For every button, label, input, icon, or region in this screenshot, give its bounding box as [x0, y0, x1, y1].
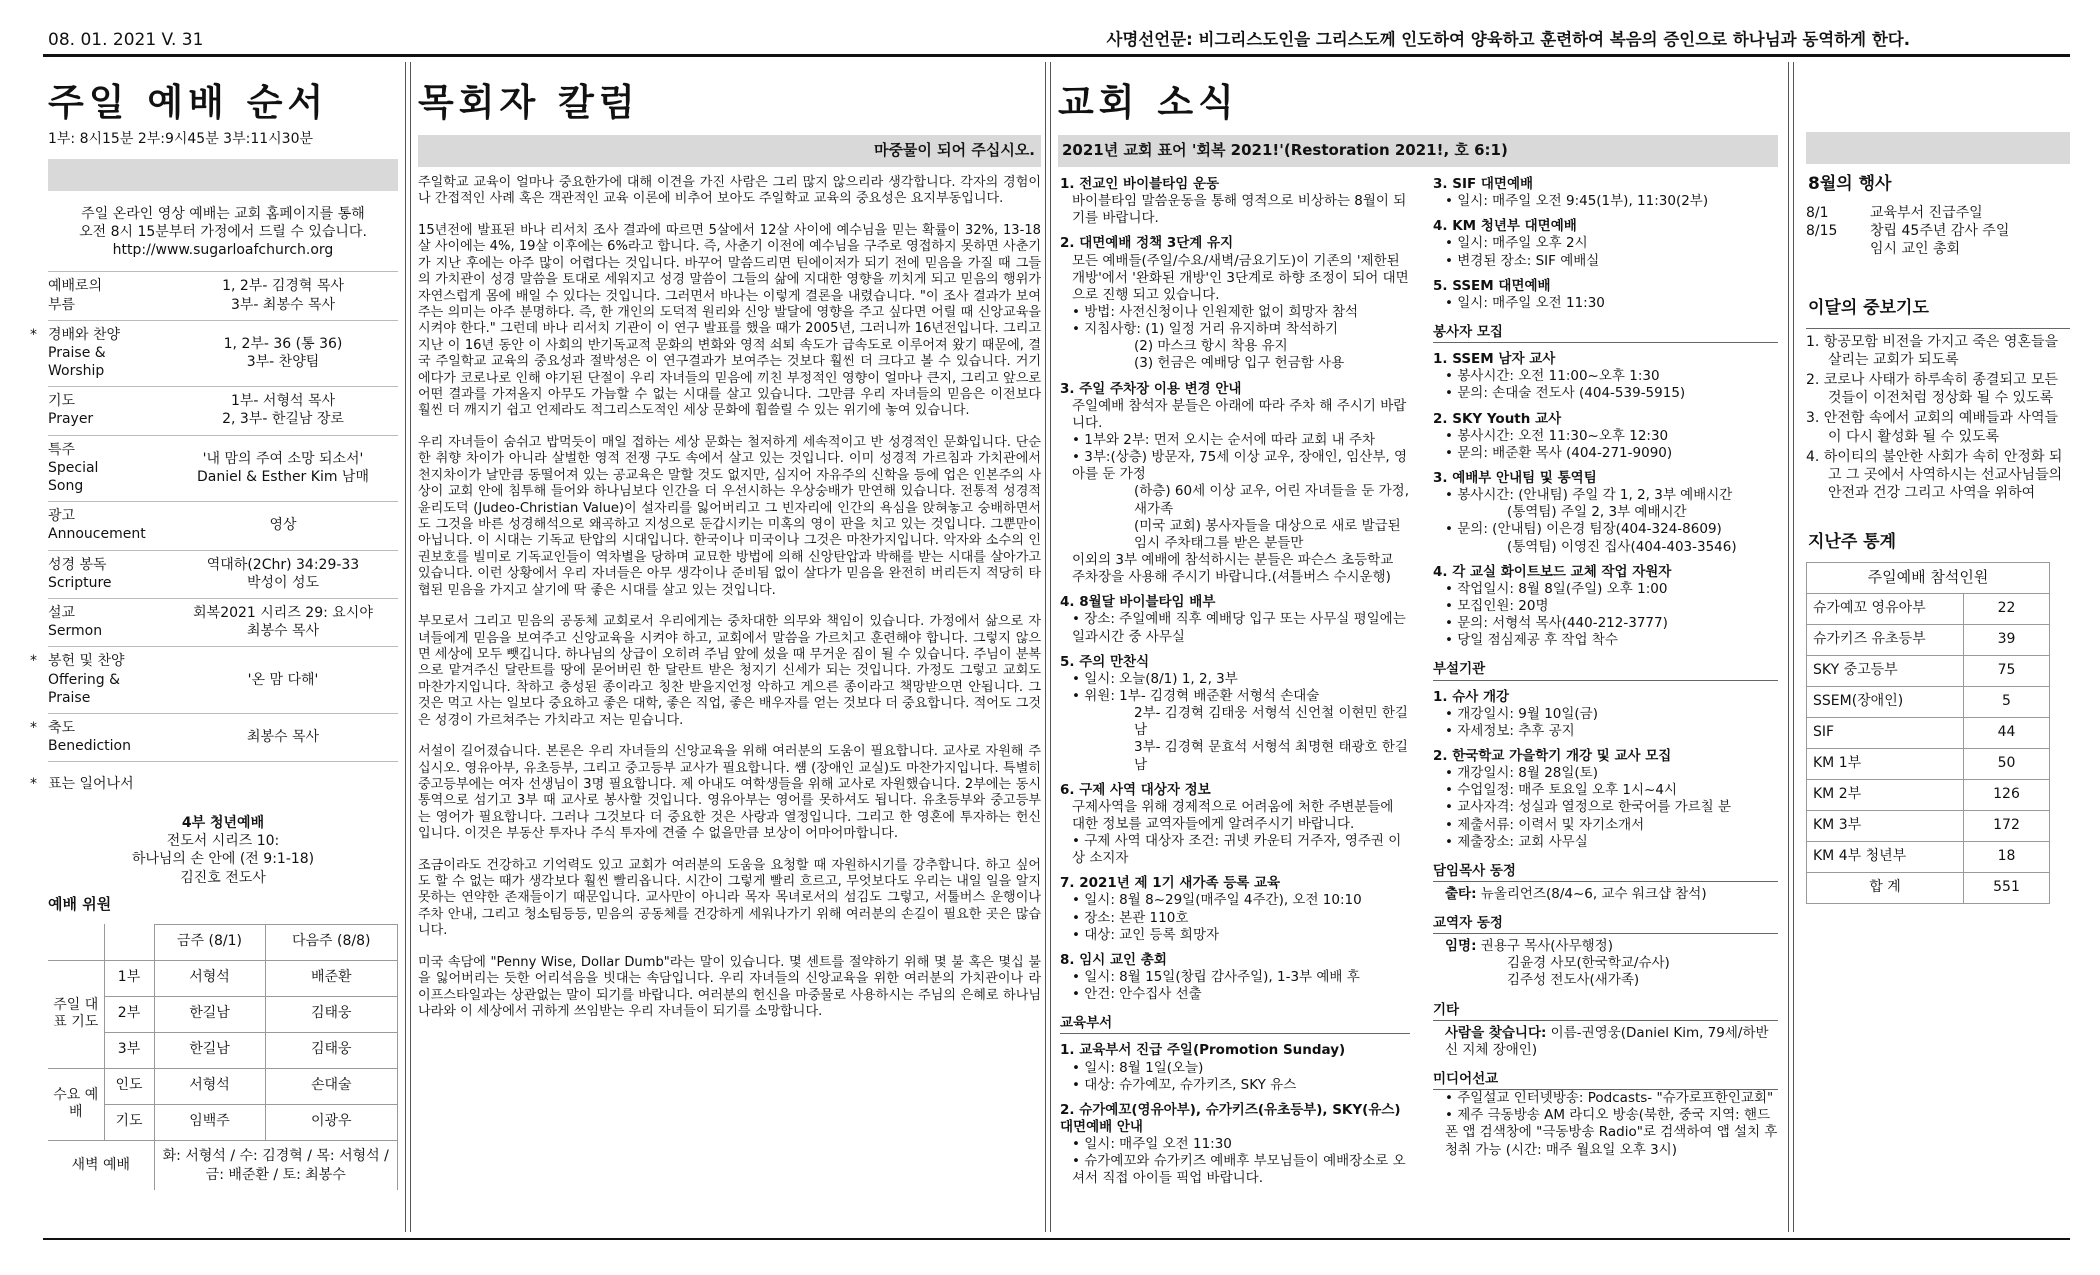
- stats-row: [1807, 686, 2050, 717]
- website-link[interactable]: http://www.sugarloafchurch.org: [112, 242, 334, 259]
- news-continued: (미국 교회) 봉사자들을 대상으로 새로 발급된 임시 주차태그를 받은 분들만: [1134, 517, 1401, 551]
- news-keyed: [1433, 1025, 1778, 1059]
- prayer-item: 1. 항공모함 비전을 가지고 죽은 영혼들을 살리는 교회가 되도록: [1806, 333, 2058, 368]
- sidebar-column: [1806, 84, 2070, 904]
- news-heading: 7. 2021년 제 1기 새가족 등록 교육: [1060, 875, 1281, 892]
- news-heading: 4. 8월달 바이블타임 배부: [1060, 594, 1216, 611]
- news-text: 주일예배 참석자 분들은 아래에 따라 주차 해 주시기 바랍니다.: [1072, 397, 1407, 431]
- order-value: 1, 2부- 36 (통 36) 3부- 찬양팀: [223, 335, 343, 370]
- top-rule: [43, 54, 2070, 57]
- news-heading: 3. 주일 주차장 이용 변경 안내: [1060, 380, 1242, 397]
- required-stand-mark: *: [30, 653, 37, 670]
- news-continued: 김윤경 사모(한국학교/슈사): [1507, 955, 1670, 972]
- stats-label: 슈가키즈 유초등부: [1807, 624, 1964, 655]
- news-heading: 1. 슈사 개강: [1433, 688, 1510, 705]
- stats-row: [1807, 810, 2050, 841]
- news-bullet: • 변경된 장소: SIF 예배실: [1433, 253, 1778, 270]
- stats-value: 44: [1964, 717, 2050, 748]
- news-bullet: • 봉사시간: (안내팀) 주일 각 1, 2, 3부 예배시간: [1433, 487, 1778, 504]
- news-bullet: • 지침사항: (1) 일정 거리 유지하며 착석하기: [1060, 321, 1410, 338]
- event-name: 임시 교인 총회: [1870, 240, 1961, 257]
- news-bullet: • 제출서류: 이력서 및 자기소개서: [1433, 817, 1778, 834]
- order-value: 1, 2부- 김경혁 목사 3부- 최봉수 목사: [222, 278, 344, 313]
- order-item: [48, 387, 398, 435]
- event-item: [1806, 240, 2070, 258]
- church-news-column: [1058, 81, 1778, 1187]
- news-continued: (통역팀) 주일 2, 3부 예배시간: [1507, 504, 1687, 521]
- stats-value: 172: [1964, 810, 2050, 841]
- worship-order-column: [30, 81, 398, 1190]
- news-value: 권용구 목사(사무행정): [1476, 938, 1613, 955]
- stats-label: KM 1부: [1807, 748, 1964, 779]
- stats-label: KM 4부 청년부: [1807, 841, 1964, 872]
- news-bullet: • 일시: 8월 15일(창립 감사주일), 1-3부 예배 후: [1060, 969, 1410, 986]
- stats-row: [1807, 593, 2050, 624]
- prayer-list: [1806, 328, 2070, 503]
- news-bullet: • 당일 점심제공 후 작업 착수: [1433, 632, 1778, 649]
- prayer-item: 4. 하이티의 불안한 사회가 속히 안정화 되고 그 곳에서 사역하시는 선교사님들의 안전과 건강 그리고 사역을 위하여: [1806, 448, 2063, 502]
- prayer-title: 이달의 중보기도: [1808, 298, 1929, 319]
- news-bullet: • 작업일시: 8월 8일(주일) 오후 1:00: [1433, 581, 1778, 598]
- column-body: [418, 175, 1041, 1020]
- events-list: [1806, 204, 2070, 259]
- stats-title: 지난주 통계: [1808, 532, 1897, 553]
- stats-label: KM 2부: [1807, 779, 1964, 810]
- youth-service: 4부 청년예배 전도서 시리즈 10: 하나님의 손 안에 (전 9:1-18) 김진호 전도사: [131, 815, 315, 886]
- stats-value: 126: [1964, 779, 2050, 810]
- order-label: 경배와 찬양 Praise & Worship: [48, 326, 121, 380]
- column-subtitle: 마중물이 되어 주십시오.: [418, 135, 1041, 167]
- event-name: 창립 45주년 감사 주일: [1870, 222, 2010, 239]
- news-heading: 2. 대면예배 정책 3단계 유지: [1060, 235, 1234, 252]
- order-item: [48, 272, 398, 320]
- order-value: 최봉수 목사: [246, 728, 320, 745]
- column-divider: [405, 62, 411, 1232]
- order-list: [30, 271, 398, 762]
- news-heading: 3. SIF 대면예배: [1433, 176, 1534, 192]
- stats-value: 5: [1964, 686, 2050, 717]
- stats-row: [1807, 779, 2050, 810]
- news-bullet: • 문의: 배준환 목사 (404-271-9090): [1433, 445, 1778, 462]
- order-item: [48, 551, 398, 599]
- event-item: [1806, 204, 2070, 222]
- news-heading: 2. SKY Youth 교사: [1433, 410, 1562, 427]
- news-continued: 3부- 김경혁 문효석 서형석 최명현 태광호 한길남: [1134, 739, 1408, 773]
- news-continued: 김주성 전도사(새가족): [1507, 972, 1640, 989]
- news-heading: 5. SSEM 대면예배: [1433, 277, 1551, 294]
- online-notice: 주일 온라인 영상 예배는 교회 홈페이지를 통해 오전 8시 15분부터 가정에서 드릴 수 있습니다. http://www.sugarloafchurch.org: [48, 205, 398, 260]
- stats-row: [1807, 841, 2050, 872]
- order-label: 설교 Sermon: [48, 604, 103, 640]
- news-bullet: • 위원: 1부- 김경혁 배준환 서형석 손대술: [1060, 688, 1410, 705]
- order-value: 역대하(2Chr) 34:29-33 박성이 성도: [206, 556, 360, 591]
- news-bullet: • 3부:(상층) 방문자, 75세 이상 교우, 장애인, 임산부, 영아를 둔 가정: [1060, 449, 1410, 483]
- order-label: 축도 Benediction: [48, 719, 131, 755]
- section-header: 기타: [1433, 1002, 1778, 1021]
- news-bullet: • 슈가예꼬와 슈가키즈 예배후 부모님들이 예배장소로 오셔서 직접 아이들 픽업 바랍니다.: [1060, 1153, 1410, 1187]
- news-bullet: • 일시: 매주일 오전 11:30: [1433, 295, 1778, 312]
- news-value: 이름-권영웅(Daniel Kim, 79세/하반신 지체 장애인): [1445, 1024, 1769, 1058]
- stats-label: 슈가예꼬 영유아부: [1807, 593, 1964, 624]
- news-key: 사람을 찾습니다:: [1445, 1024, 1547, 1041]
- news-bullet: • 문의: (안내팀) 이은경 팀장(404-324-8609): [1433, 521, 1778, 538]
- news-key: 출타:: [1445, 885, 1477, 902]
- news-heading: 4. 각 교실 화이트보드 교체 작업 자원자: [1433, 563, 1672, 580]
- event-name: 교육부서 진급주일: [1870, 204, 1983, 221]
- section-header: 봉사자 모집: [1433, 324, 1778, 343]
- news-heading: 1. 교육부서 진급 주일(Promotion Sunday): [1060, 1042, 1346, 1059]
- news-bullet: • 자세정보: 추후 공지: [1433, 723, 1778, 740]
- news-heading: 2. 슈가예꼬(영유아부), 슈가키즈(유초등부), SKY(유스) 대면예배 안내: [1060, 1101, 1401, 1136]
- news-bullet: • 대상: 교인 등록 희망자: [1060, 927, 1410, 944]
- news-bullet: • 안건: 안수집사 선출: [1060, 986, 1410, 1003]
- section-header: 교육부서: [1060, 1015, 1410, 1034]
- news-text: 모든 예배들(주일/수요/새벽/금요기도)이 기존의 '제한된 개방'에서 '완화된 개방'인 3단계로 하향 조정이 되어 대면으로 진행 되고 있습니다.: [1072, 252, 1409, 303]
- required-stand-mark: *: [30, 719, 37, 736]
- news-bullet: • 일시: 매주일 오전 9:45(1부), 11:30(2부): [1433, 193, 1778, 210]
- news-bullet: • 봉사시간: 오전 11:30~오후 12:30: [1433, 428, 1778, 445]
- news-bullet: • 장소: 주일예배 직후 예배당 입구 또는 사무실 평일에는 일과시간 중 사무실: [1060, 611, 1410, 645]
- pastor-column: [418, 81, 1041, 1035]
- order-item: [30, 321, 398, 388]
- prayer-item: 2. 코로나 사태가 하루속히 종결되고 모든 것들이 이전처럼 정상화 될 수 있도록: [1806, 372, 2058, 407]
- news-keyed: [1433, 886, 1778, 903]
- order-label: 예배로의 부름: [48, 278, 103, 313]
- news-bullet: • 봉사시간: 오전 11:00~오후 1:30: [1433, 368, 1778, 385]
- section-header: 담임목사 동정: [1433, 863, 1778, 882]
- news-bullet: • 개강일시: 8월 28일(토): [1433, 765, 1778, 782]
- news-heading: 2. 한국학교 가을학기 개강 및 교사 모집: [1433, 747, 1672, 764]
- stats-value: 18: [1964, 841, 2050, 872]
- order-item: [48, 599, 398, 647]
- stats-row: [1807, 624, 2050, 655]
- order-label: 성경 봉독 Scripture: [48, 556, 112, 591]
- news-value: 뉴올리언즈(8/4~6, 교수 워크샵 참석): [1476, 885, 1707, 902]
- news-heading: 1. 전교인 바이블타임 운동: [1060, 176, 1220, 192]
- order-item: [30, 647, 398, 714]
- mission-statement: 사명선언문: 비그리스도인을 그리스도께 인도하여 양육하고 훈련하여 복음의 증인으로 하나님과 동역하게 한다.: [1106, 30, 1910, 49]
- stats-row: [1807, 748, 2050, 779]
- order-label: 특주 Special Song: [48, 441, 99, 495]
- news-heading: 5. 주의 만찬식: [1060, 653, 1150, 670]
- stats-label: SKY 중고등부: [1807, 655, 1964, 686]
- news-heading: 3. 예배부 안내팀 및 통역팀: [1433, 469, 1597, 486]
- news-text: 이외의 3부 예배에 참석하시는 분들은 파슨스 초등학교 주차장을 사용해 주시기 바랍니다.(셔틀버스 수시운행): [1072, 551, 1394, 586]
- event-date: [1806, 240, 1870, 258]
- news-keyed: [1433, 938, 1778, 955]
- order-value: 회복2021 시리즈 29: 요시야 최봉수 목사: [193, 604, 373, 640]
- issue-date: 08. 01. 2021 V. 31: [48, 30, 204, 50]
- news-right-column: [1433, 176, 1778, 1159]
- stats-row: [1807, 872, 2050, 903]
- news-bullet: • 구제 사역 대상자 조건: 귀넷 카운티 거주자, 영주권 이상 소지자: [1060, 833, 1410, 867]
- stats-value: 50: [1964, 748, 2050, 779]
- column-divider: [1045, 62, 1051, 1232]
- news-text: 바이블타임 말씀운동을 통해 영적으로 비상하는 8월이 되기를 바랍니다.: [1072, 193, 1407, 227]
- news-bullet: • 방법: 사전신청이나 인원제한 없이 희망자 참석: [1060, 304, 1410, 321]
- news-subtitle: 2021년 교회 표어 '회복 2021!'(Restoration 2021!, 호 6:1): [1058, 135, 1778, 167]
- news-bullet: • 교사자격: 성실과 열정으로 한국어를 가르칠 분: [1433, 799, 1778, 816]
- news-continued: (2) 마스크 항시 착용 유지: [1134, 338, 1288, 355]
- order-value: 1부- 서형석 목사 2, 3부- 한길남 장로: [222, 393, 344, 428]
- news-continued: (하층) 60세 이상 교우, 어린 자녀들을 둔 가정, 새가족: [1134, 483, 1409, 517]
- news-heading: 8. 임시 교인 총회: [1060, 951, 1167, 968]
- column-paragraph: 주일학교 교육이 얼마나 중요한가에 대해 이견을 가진 사람은 그리 많지 않으리라 생각합니다. 각자의 경험이나 간접적인 사례 혹은 객관적인 교육 이론에 비추어 보아도 주일학교 교육의 중요성은 요지부동입니다.: [418, 175, 1041, 207]
- order-item: [48, 502, 398, 550]
- news-title: 교회 소식: [1058, 81, 1239, 124]
- column-paragraph: 15년전에 발표된 바나 리서치 조사 결과에 따르면 5살에서 12살 사이에 예수님을 믿는 확률이 32%, 13-18살 사이에는 4%, 19살 이후에는 6%라고 합니다. 즉, 사춘기 이전에 예수님을 구주로 영접하지 못하면 사춘기가 지난 후에는 아주 많이 어렵다는 것입니다. 바꾸어 말씀드리면 틴에이저가 되기 전에 믿음을 가질 때 그들의 가치관이 성경 말씀을 토대로 세워지고 성경 말씀이 그들의 삶에 지대한 영향을 끼치게 되고 믿음의 행위가 자연스럽게 몸에 배일 수 있다는 것입니다. 그러면서 바나는 이렇게 결론을 내렸습니다. "이 조사 결과가 보여주는 의미는 아주 분명하다. 즉, 한 개인의 도덕적 원리와 신앙 발달에 영향을 주고 싶다면 어릴 때 신앙교육을 시켜야 한다." 그런데 바나 리서치 기관이 이 연구 발표를 했을 때가 2005년, 그러니까 16년전입니다. 그리고 지난 이 16년 동안 이 사회의 반기독교적 문화의 변화와 영적 쇠퇴 속도가 급속도로 이루어져 왔기 때문에, 결국 주일학교 교육의 중요성과 절박성은 이 연구결과가 보여주는 것보다 훨씬 더 크다고 볼 수 있습니다. 거기에다가 코로나로 인해 야기된 단절이 우리 자녀들의 믿음에 끼친 부정적인 영향이 얼마나 큰지, 그리고 앞으로 어떤 결과를 가져올지 아무도 가늠할 수 없는 시대를 살고 있습니다. 그만큼 우리 자녀들의 믿음은 이전보다 훨씬 더 깨지기 쉽고 언제라도 적그리스도적인 세상 문화에 휩쓸릴 수 있는 위기에 놓여 있습니다.: [418, 222, 1041, 419]
- stats-value: 39: [1964, 624, 2050, 655]
- stats-table: 주일예배 참석인원 슈가예꼬 영유아부 22 슈가키즈 유초등부 39 SKY 중고등부 75 SSEM(장애인) 5 SIF 44 KM 1부 50 KM 2부 126 KM 3부 172 KM 4부 청년부 18 합 계 551: [1806, 562, 2050, 904]
- column-paragraph: 우리 자녀들이 숨쉬고 밥먹듯이 매일 접하는 세상 문화는 철저하게 세속적이고 반 성경적인 문화입니다. 단순한 취향 차이가 아니라 살벌한 영적 전쟁 구도 속에서 살고 있는 것입니다. 이미 성경적 가르침과 가치관에서 천지차이가 날만큼 동떨어져 있는 공교육은 말할 것도 없지만, 심지어 자유주의 신학을 등에 업은 인본주의 사상이 교회 안에 침투해 들어와 하나님보다 인간을 더 우선시하는 우상숭배가 만연해 있습니다. 전통적 성경적 윤리도덕 (Judeo-Christian Value)이 설자리를 잃어버리고 그 빈자리에 인간의 욕심을 앉혀놓고 숭배하면서도 그것을 바른 성경해석으로 왜곡하고 지성으로 둔갑시키는 미혹의 영이 판을 치고 있는 것입니다. 그뿐만이 아닙니다. 이 시대는 기독교 탄압의 시대입니다. 한국이나 미국이나 그것은 마찬가지입니다. 악자와 소수의 인권보호를 빌미로 기독교인들이 역차별을 당하며 교묘한 방법에 의해 신앙탄압과 박해를 받는 시대를 살아가고 있습니다. 이런 상황에서 우리 자녀들은 아무 생각이나 준비됨 없이 살다가 믿음을 완전히 버리든지 적당히 타협된 믿음을 가지고 살기에 딱 좋은 시대를 살고 있는 것입니다.: [418, 434, 1041, 598]
- column-divider: [1788, 62, 1794, 1232]
- news-heading: 1. SSEM 남자 교사: [1433, 351, 1556, 368]
- section-header: 부설기관: [1433, 661, 1778, 680]
- order-label: 봉헌 및 찬양 Offering & Praise: [48, 653, 125, 706]
- order-label: 기도 Prayer: [48, 393, 94, 428]
- news-bullet: • 문의: 손대술 전도사 (404-539-5915): [1433, 385, 1778, 402]
- stats-value: 551: [1964, 872, 2050, 903]
- news-bullet: • 제출장소: 교회 사무실: [1433, 834, 1778, 851]
- news-text: 구제사역을 위해 경제적으로 어려움에 처한 주변분들에 대한 정보를 교역자들에게 알려주시기 바랍니다.: [1072, 798, 1394, 832]
- news-bullet: • 대상: 슈가예꼬, 슈가키즈, SKY 유스: [1060, 1077, 1410, 1094]
- events-title: 8월의 행사: [1808, 174, 1892, 194]
- stand-note: * 표는 일어나서: [30, 776, 134, 793]
- news-bullet: • 수업일정: 매주 토요일 오후 1시~4시: [1433, 782, 1778, 799]
- duty-title: 예배 위원: [48, 894, 112, 913]
- stats-label: SIF: [1807, 717, 1964, 748]
- event-item: [1806, 222, 2070, 240]
- stats-value: 22: [1964, 593, 2050, 624]
- news-bullet: • 일시: 오늘(8/1) 1, 2, 3부: [1060, 671, 1410, 688]
- title-bar: [48, 159, 398, 191]
- stats-label: KM 3부: [1807, 810, 1964, 841]
- column-paragraph: 조금이라도 건강하고 기억력도 있고 교회가 여러분의 도움을 요청할 때 자원하시기를 강추합니다. 하고 싶어도 할 수 없는 때가 생각보다 훨씬 빨리옵니다. 시간이 그렇게 빨리 흐르고, 무엇보다도 우리는 내일 일을 알지 못하는 연약한 존재들이기 때문입니다. 교사만이 아니라 목자 목녀로서의 섬김도 그렇고, 서툴버스 운행이나 주차 안내, 그리고 청소팀등등, 믿음의 공동체를 건강하게 세워나가기 위해 여러분의 손길이 필요한 곳은 많습니다.: [418, 857, 1041, 939]
- column-paragraph: 미국 속담에 "Penny Wise, Dollar Dumb"라는 말이 있습니다. 몇 센트를 절약하기 위해 몇 불 혹은 몇십 불을 잃어버리는 듯한 어리석음을 빗대는 속담입니다. 우리 자녀들의 신앙교육을 위한 여러분의 가치관이나 라이프스타일과는 상관없는 말이 되기를 바랍니다. 여러분의 헌신을 마중물로 사용하시는 주님의 은혜로 하나님 나라와 이 세상에서 귀하게 쓰임받는 우리 자녀들이 되기를 소망합니다.: [418, 954, 1041, 1019]
- event-date: 8/15: [1806, 222, 1838, 239]
- news-bullet: • 일시: 8월 1일(오늘): [1060, 1060, 1410, 1077]
- column-paragraph: 서설이 길어졌습니다. 본론은 우리 자녀들의 신앙교육을 위해 여러분의 도움이 필요합니다. 교사로 자원해 주십시오. 영유아부, 유초등부, 그리고 중고등부 교사가 필요합니다. 썜 (장애인 교실)도 마찬가지입니다. 특별히 중고등부에는 여자 선생님이 3명 필요합니다. 제 아내도 여학생들을 위해 교사로 자원했습니다. 2부에는 동시통역으로 섬기고 3부 때 교사로 봉사할 것입니다. 영유아부는 영어를 못하셔도 됩니다. 유초등부와 중고등부는 영어가 필요합니다. 그러나 그것보다 더 중요한 것은 사랑과 열정입니다. 그리고 한 영혼에 투자하는 헌신입니다. 이것은 부동산 투자나 주식 투자에 견줄 수 없을만큼 보상이 어마어마합니다.: [418, 744, 1041, 842]
- news-heading: 4. KM 청년부 대면예배: [1433, 218, 1577, 235]
- news-bullet: • 장소: 본관 110호: [1060, 910, 1410, 927]
- order-item: [30, 714, 398, 762]
- news-heading: 6. 구제 사역 대상자 정보: [1060, 781, 1211, 798]
- news-continued: (3) 헌금은 예배당 입구 헌금함 사용: [1134, 355, 1345, 372]
- stats-row: [1807, 655, 2050, 686]
- stats-value: 75: [1964, 655, 2050, 686]
- event-date: 8/1: [1806, 204, 1829, 221]
- news-bullet: • 모집인원: 20명: [1433, 598, 1778, 615]
- section-header: 교역자 동정: [1433, 915, 1778, 934]
- order-value: '내 맘의 주여 소망 되소서' Daniel & Esther Kim 남매: [197, 450, 369, 485]
- service-times: 1부: 8시15분 2부:9시45분 3부:11시30분: [48, 131, 314, 147]
- order-value: '온 맘 다해': [247, 671, 319, 688]
- news-bullet: • 개강일시: 9월 10일(금): [1433, 706, 1778, 723]
- news-bullet: • 일시: 매주일 오후 2시: [1433, 235, 1778, 252]
- news-continued: 2부- 김경혁 김태웅 서형석 신언철 이현민 한길남: [1134, 705, 1408, 739]
- news-left-column: [1060, 176, 1410, 1188]
- bottom-rule: [43, 1238, 2070, 1240]
- worship-title: 주일 예배 순서: [48, 81, 329, 124]
- news-bullet: • 일시: 8월 8~29일(매주일 4주간), 오전 10:10: [1060, 892, 1410, 909]
- news-continued: (통역팀) 이영진 집사(404-403-3546): [1507, 538, 1737, 555]
- required-stand-mark: *: [30, 326, 37, 343]
- title-bar: [1806, 132, 2070, 164]
- news-key: 임명:: [1445, 938, 1477, 955]
- duty-table: 금주 (8/1) 다음주 (8/8) 주일 대표 기도 1부 서형석 배준환 2부 한길남 김태웅 3부 한길남 김태웅 수요 예배 인도 서형석 손대술 기도 임백주 이광우 새벽 예배 화: 서형석 / 수: 김경혁 / 목: 서형석 / 금: 배준환 / 토: 최봉수: [48, 924, 398, 1191]
- stats-label: 합 계: [1807, 872, 1964, 903]
- column-paragraph: 부모로서 그리고 믿음의 공동체 교회로서 우리에게는 중차대한 의무와 책임이 있습니다. 가정에서 삶으로 자녀들에게 믿음을 보여주고 신앙교육을 시켜야 하고, 교회에서 말씀을 가르치고 훈련해야 합니다. 그렇지 않으면 세상에 모두 뺏깁니다. 하나님의 상급이 오히려 주님 앞에 섰을 때 무거운 짐이 될 수 있습니다. 주님이 분복으로 맡겨주신 달란트를 땅에 묻어버린 한 달란트 받은 청지기 신세가 되는 것입니다. 가정도 그렇고 교회도 마찬가지입니다. 착하고 충성된 종이라고 칭찬 받을지언정 악하고 게으른 종이라고 책망받으면 안됩니다. 그것은 먹고 사는 일보다 중요하고 좋은 대학, 좋은 직업, 좋은 배우자를 얻는 것보다 더 중요합니다. 적어도 그것은 성경이 가르쳐주는 가치라고 저는 믿습니다.: [418, 614, 1041, 728]
- column-title: 목회자 칼럼: [418, 81, 640, 124]
- news-bullet: • 1부와 2부: 먼저 오시는 순서에 따라 교회 내 주차: [1060, 432, 1410, 449]
- news-bullet: • 일시: 매주일 오전 11:30: [1060, 1136, 1410, 1153]
- order-item: [48, 436, 398, 503]
- news-bullet: • 문의: 서형석 목사(440-212-3777): [1433, 615, 1778, 632]
- order-label: 광고 Annoucement: [48, 508, 146, 543]
- order-value: 영상: [269, 517, 297, 534]
- section-header: 미디어선교: [1433, 1071, 1778, 1090]
- news-bullet: • 제주 극동방송 AM 라디오 방송(북한, 중국 지역: 핸드폰 앱 검색창에 "극동방송 Radio"로 검색하여 앱 설치 후 청취 가능 (시간: 매주 월요일 오후 3시): [1433, 1107, 1778, 1158]
- stats-row: [1807, 717, 2050, 748]
- stats-label: SSEM(장애인): [1807, 686, 1964, 717]
- news-bullet: • 주일설교 인터넷방송: Podcasts- "슈가로프한인교회": [1433, 1090, 1778, 1107]
- prayer-item: 3. 안전함 속에서 교회의 예배들과 사역들이 다시 활성화 될 수 있도록: [1806, 410, 2058, 445]
